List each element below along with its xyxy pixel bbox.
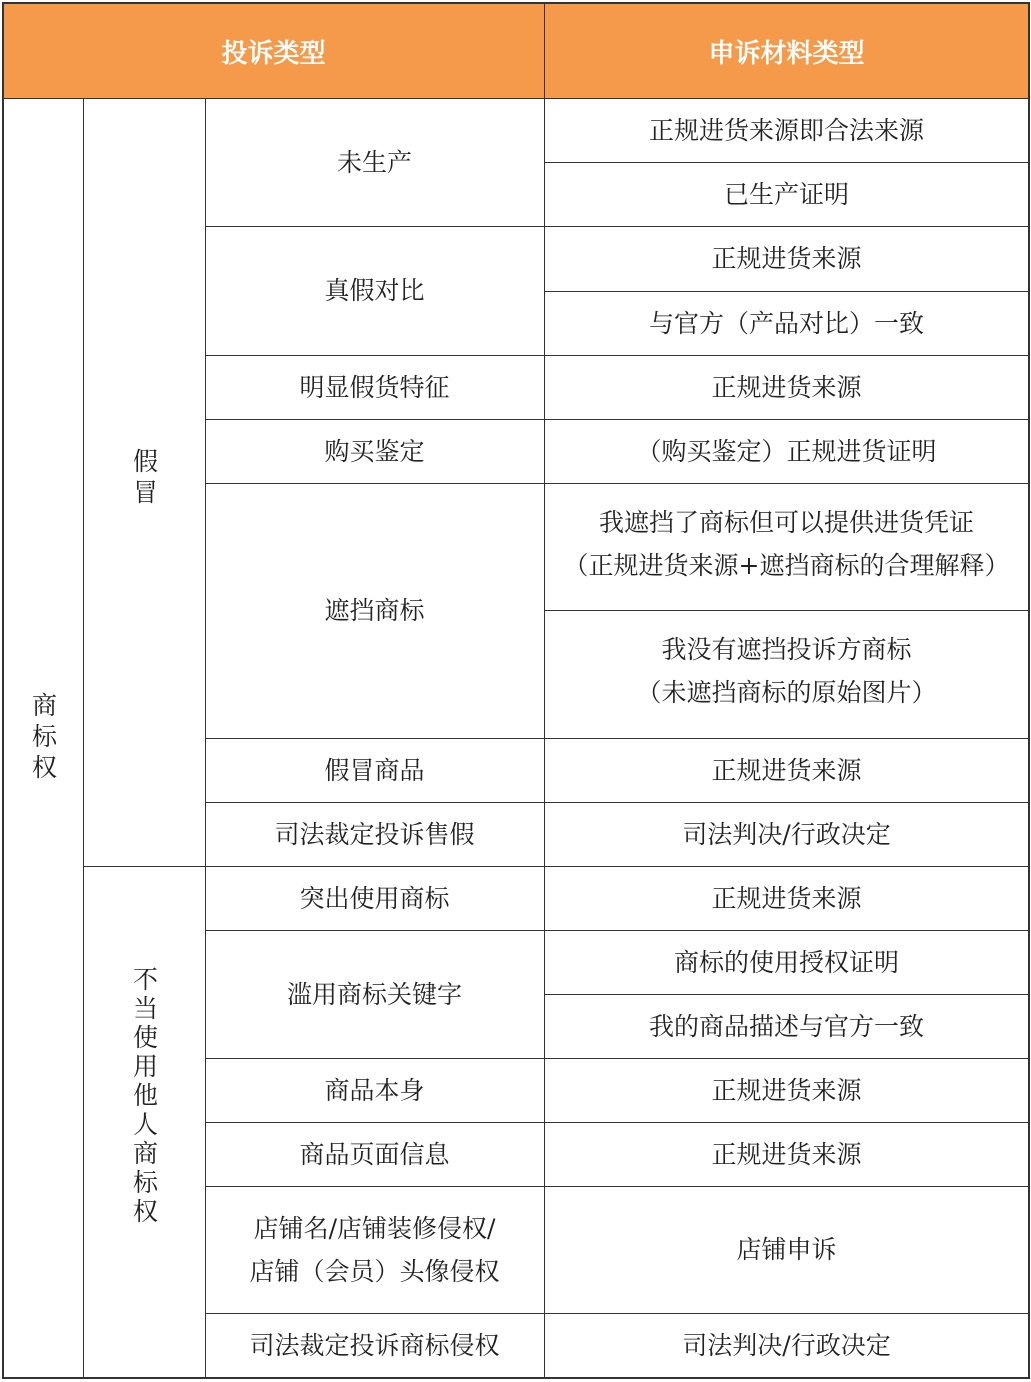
material-divider bbox=[544, 994, 1029, 995]
table-border-bottom bbox=[2, 1377, 1030, 1379]
material-label-line: （正规进货来源+遮挡商标的合理解释） bbox=[563, 551, 1010, 580]
type-label: 明显假货特征 bbox=[299, 372, 450, 402]
material-cell bbox=[544, 355, 1029, 419]
type-cell bbox=[205, 1122, 544, 1186]
type-cell bbox=[205, 1058, 544, 1122]
group-divider bbox=[83, 866, 1029, 867]
material-divider bbox=[544, 162, 1029, 163]
type-label: 司法裁定投诉商标侵权 bbox=[249, 1331, 500, 1360]
type-label-line: 店铺名/店铺装修侵权/ bbox=[253, 1213, 496, 1243]
material-label-line: （未遮挡商标的原始图片） bbox=[636, 678, 937, 707]
table-border-top bbox=[2, 2, 1030, 4]
header-complaint-type bbox=[3, 3, 544, 99]
header-label: 投诉类型 bbox=[221, 38, 326, 69]
material-cell bbox=[544, 1058, 1029, 1122]
material-label: 正规进货来源 bbox=[711, 244, 862, 273]
header-divider bbox=[2, 98, 1030, 99]
row-divider bbox=[205, 419, 1029, 420]
material-label: 店铺申诉 bbox=[736, 1235, 837, 1264]
type-cell bbox=[205, 98, 544, 226]
type-label: 突出使用商标 bbox=[299, 883, 450, 913]
type-label: 遮挡商标 bbox=[324, 596, 425, 625]
material-cell bbox=[544, 1186, 1029, 1313]
type-cell bbox=[205, 802, 544, 866]
type-cell bbox=[205, 483, 544, 738]
material-cell bbox=[544, 930, 1029, 994]
group-cell-counterfeit bbox=[83, 98, 205, 866]
material-cell bbox=[544, 738, 1029, 802]
material-cell bbox=[544, 610, 1029, 738]
row-divider bbox=[205, 1122, 1029, 1123]
material-label: 正规进货来源 bbox=[711, 755, 862, 785]
row-divider bbox=[205, 802, 1029, 803]
material-cell bbox=[544, 483, 1029, 610]
type-cell bbox=[205, 419, 544, 483]
type-label: 假冒商品 bbox=[324, 755, 425, 785]
material-label-line: 我没有遮挡投诉方商标 bbox=[661, 635, 912, 664]
type-cell bbox=[205, 1186, 544, 1313]
col-divider bbox=[83, 98, 84, 1378]
type-label: 真假对比 bbox=[324, 276, 425, 305]
material-label: （购买鉴定）正规进货证明 bbox=[636, 436, 937, 466]
material-label: 我的商品描述与官方一致 bbox=[648, 1011, 924, 1041]
row-divider bbox=[205, 226, 1029, 227]
type-cell bbox=[205, 930, 544, 1058]
type-cell bbox=[205, 355, 544, 419]
table-border-right bbox=[1028, 2, 1030, 1379]
type-cell bbox=[205, 866, 544, 930]
material-label: 正规进货来源即合法来源 bbox=[648, 115, 924, 145]
type-label: 购买鉴定 bbox=[324, 436, 425, 466]
material-cell bbox=[544, 98, 1029, 162]
row-divider bbox=[205, 355, 1029, 356]
material-divider bbox=[544, 291, 1029, 292]
material-label: 正规进货来源 bbox=[711, 372, 862, 402]
row-divider bbox=[205, 1313, 1029, 1314]
category-cell bbox=[3, 98, 83, 1378]
material-cell bbox=[544, 291, 1029, 355]
type-cell bbox=[205, 1313, 544, 1378]
material-label: 商标的使用授权证明 bbox=[673, 947, 899, 977]
group-label: 假冒 bbox=[129, 448, 159, 510]
type-label: 商品本身 bbox=[324, 1075, 425, 1105]
header-label: 申诉材料类型 bbox=[708, 38, 865, 69]
table-border-left bbox=[2, 2, 4, 1379]
material-label: 司法判决/行政决定 bbox=[682, 819, 891, 849]
material-cell bbox=[544, 994, 1029, 1058]
type-label: 司法裁定投诉售假 bbox=[274, 819, 475, 849]
material-label: 正规进货来源 bbox=[711, 1139, 862, 1169]
row-divider bbox=[205, 930, 1029, 931]
material-label: 与官方（产品对比）一致 bbox=[648, 308, 924, 338]
type-label-line: 店铺（会员）头像侵权 bbox=[249, 1256, 500, 1286]
material-cell bbox=[544, 866, 1029, 930]
group-label: 不当使用他人商标权 bbox=[129, 966, 159, 1227]
category-label: 商标权 bbox=[28, 691, 58, 785]
type-label: 商品页面信息 bbox=[299, 1139, 450, 1169]
col-divider bbox=[544, 2, 545, 1379]
type-label: 未生产 bbox=[336, 147, 412, 177]
material-cell bbox=[544, 1122, 1029, 1186]
material-cell bbox=[544, 162, 1029, 226]
material-label: 正规进货来源 bbox=[711, 1075, 862, 1105]
material-label: 正规进货来源 bbox=[711, 883, 862, 913]
material-label: 已生产证明 bbox=[723, 179, 849, 209]
material-cell bbox=[544, 1313, 1029, 1378]
row-divider bbox=[205, 1186, 1029, 1187]
material-label: 司法判决/行政决定 bbox=[682, 1331, 891, 1360]
material-label-line: 我遮挡了商标但可以提供进货凭证 bbox=[598, 508, 974, 537]
type-cell bbox=[205, 738, 544, 802]
type-cell bbox=[205, 226, 544, 355]
row-divider bbox=[205, 483, 1029, 484]
row-divider bbox=[205, 1058, 1029, 1059]
material-divider bbox=[544, 610, 1029, 611]
group-cell-misuse bbox=[83, 866, 205, 1378]
material-cell bbox=[544, 802, 1029, 866]
row-divider bbox=[205, 738, 1029, 739]
header-appeal-material-type bbox=[544, 3, 1029, 99]
material-cell bbox=[544, 419, 1029, 483]
material-cell bbox=[544, 226, 1029, 291]
type-label: 滥用商标关键字 bbox=[286, 979, 462, 1009]
